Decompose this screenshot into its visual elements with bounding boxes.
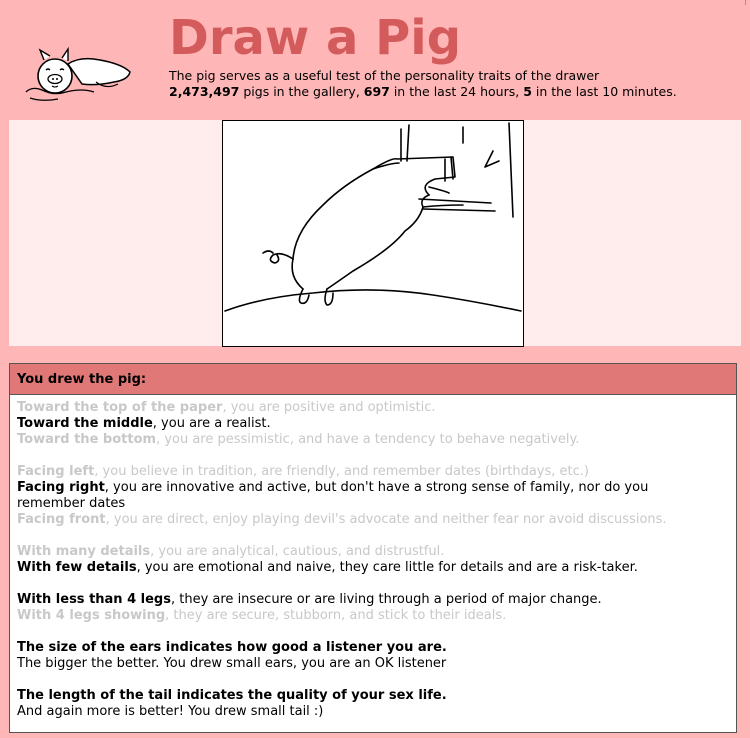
result-key: With many details xyxy=(17,544,151,559)
result-key: Toward the top of the paper xyxy=(17,400,223,415)
details-group xyxy=(17,544,730,576)
result-less-legs xyxy=(17,592,730,608)
result-facing-right xyxy=(17,480,730,496)
result-facing-right-cont: remember dates xyxy=(17,496,126,511)
result-tail-key xyxy=(17,688,730,704)
result-key: Toward the bottom xyxy=(17,432,157,447)
total-suffix: pigs in the gallery, xyxy=(239,84,364,99)
result-tail-text: And again more is better! You drew small tail :) xyxy=(17,704,324,719)
day-count: 697 xyxy=(363,84,390,99)
header xyxy=(0,0,750,120)
result-key: With 4 legs showing xyxy=(17,608,166,623)
divider xyxy=(745,0,746,5)
result-key: With less than 4 legs xyxy=(17,592,171,607)
result-many-details xyxy=(17,544,730,560)
result-text: , you are direct, enjoy playing devil's advocate and neither fear nor avoid discussions. xyxy=(105,512,667,527)
result-text: , they are insecure or are living through a period of major change. xyxy=(170,592,602,607)
result-key: Facing left xyxy=(17,464,95,479)
result-middle xyxy=(17,416,730,432)
tagline: The pig serves as a useful test of the personality traits of the drawer xyxy=(169,68,600,83)
result-key: The size of the ears indicates how good a listener you are. xyxy=(17,640,447,655)
result-text: , you are pessimistic, and have a tendency to behave negatively. xyxy=(156,432,580,447)
result-text: , you are analytical, cautious, and distrustful. xyxy=(150,544,445,559)
position-group xyxy=(17,400,730,448)
facing-group xyxy=(17,464,730,528)
result-key: Toward the middle xyxy=(17,416,153,431)
day-suffix: in the last 24 hours, xyxy=(389,84,524,99)
result-facing-left xyxy=(17,464,730,480)
result-key: Facing front xyxy=(17,512,106,527)
pig-logo xyxy=(22,42,162,104)
result-top xyxy=(17,400,730,416)
results-body xyxy=(10,395,736,720)
result-few-details xyxy=(17,560,730,576)
result-text: , you are emotional and naive, they care little for details and are a risk-taker. xyxy=(136,560,638,575)
recent-suffix: in the last 10 minutes. xyxy=(531,84,677,99)
result-text: , you are positive and optimistic. xyxy=(222,400,436,415)
result-ears-key xyxy=(17,640,730,656)
page-title: Draw a Pig xyxy=(169,10,462,66)
result-bottom xyxy=(17,432,730,448)
total-count: 2,473,497 xyxy=(169,84,240,99)
result-key: Facing right xyxy=(17,480,105,495)
results-panel xyxy=(9,363,737,733)
result-ears-text: The bigger the better. You drew small ears, you are an OK listener xyxy=(17,656,447,671)
result-facing-front xyxy=(17,512,730,528)
result-text: , you are innovative and active, but don't have a strong sense of family, nor do you xyxy=(104,480,649,495)
legs-group xyxy=(17,592,730,624)
result-text: , you believe in tradition, are friendly, and remember dates (birthdays, etc.) xyxy=(94,464,589,479)
tail-group xyxy=(17,688,730,720)
result-key: The length of the tail indicates the quality of your sex life. xyxy=(17,688,447,703)
result-text: , you are a realist. xyxy=(152,416,271,431)
results-heading: You drew the pig: xyxy=(10,364,736,395)
ears-group xyxy=(17,640,730,672)
pig-sketch xyxy=(223,121,523,346)
result-text: , they are secure, stubborn, and stick to their ideals. xyxy=(165,608,507,623)
result-key: With few details xyxy=(17,560,137,575)
result-four-legs xyxy=(17,608,730,624)
gallery-stats xyxy=(169,84,677,100)
pig-drawing xyxy=(222,120,524,347)
recent-count: 5 xyxy=(523,84,532,99)
